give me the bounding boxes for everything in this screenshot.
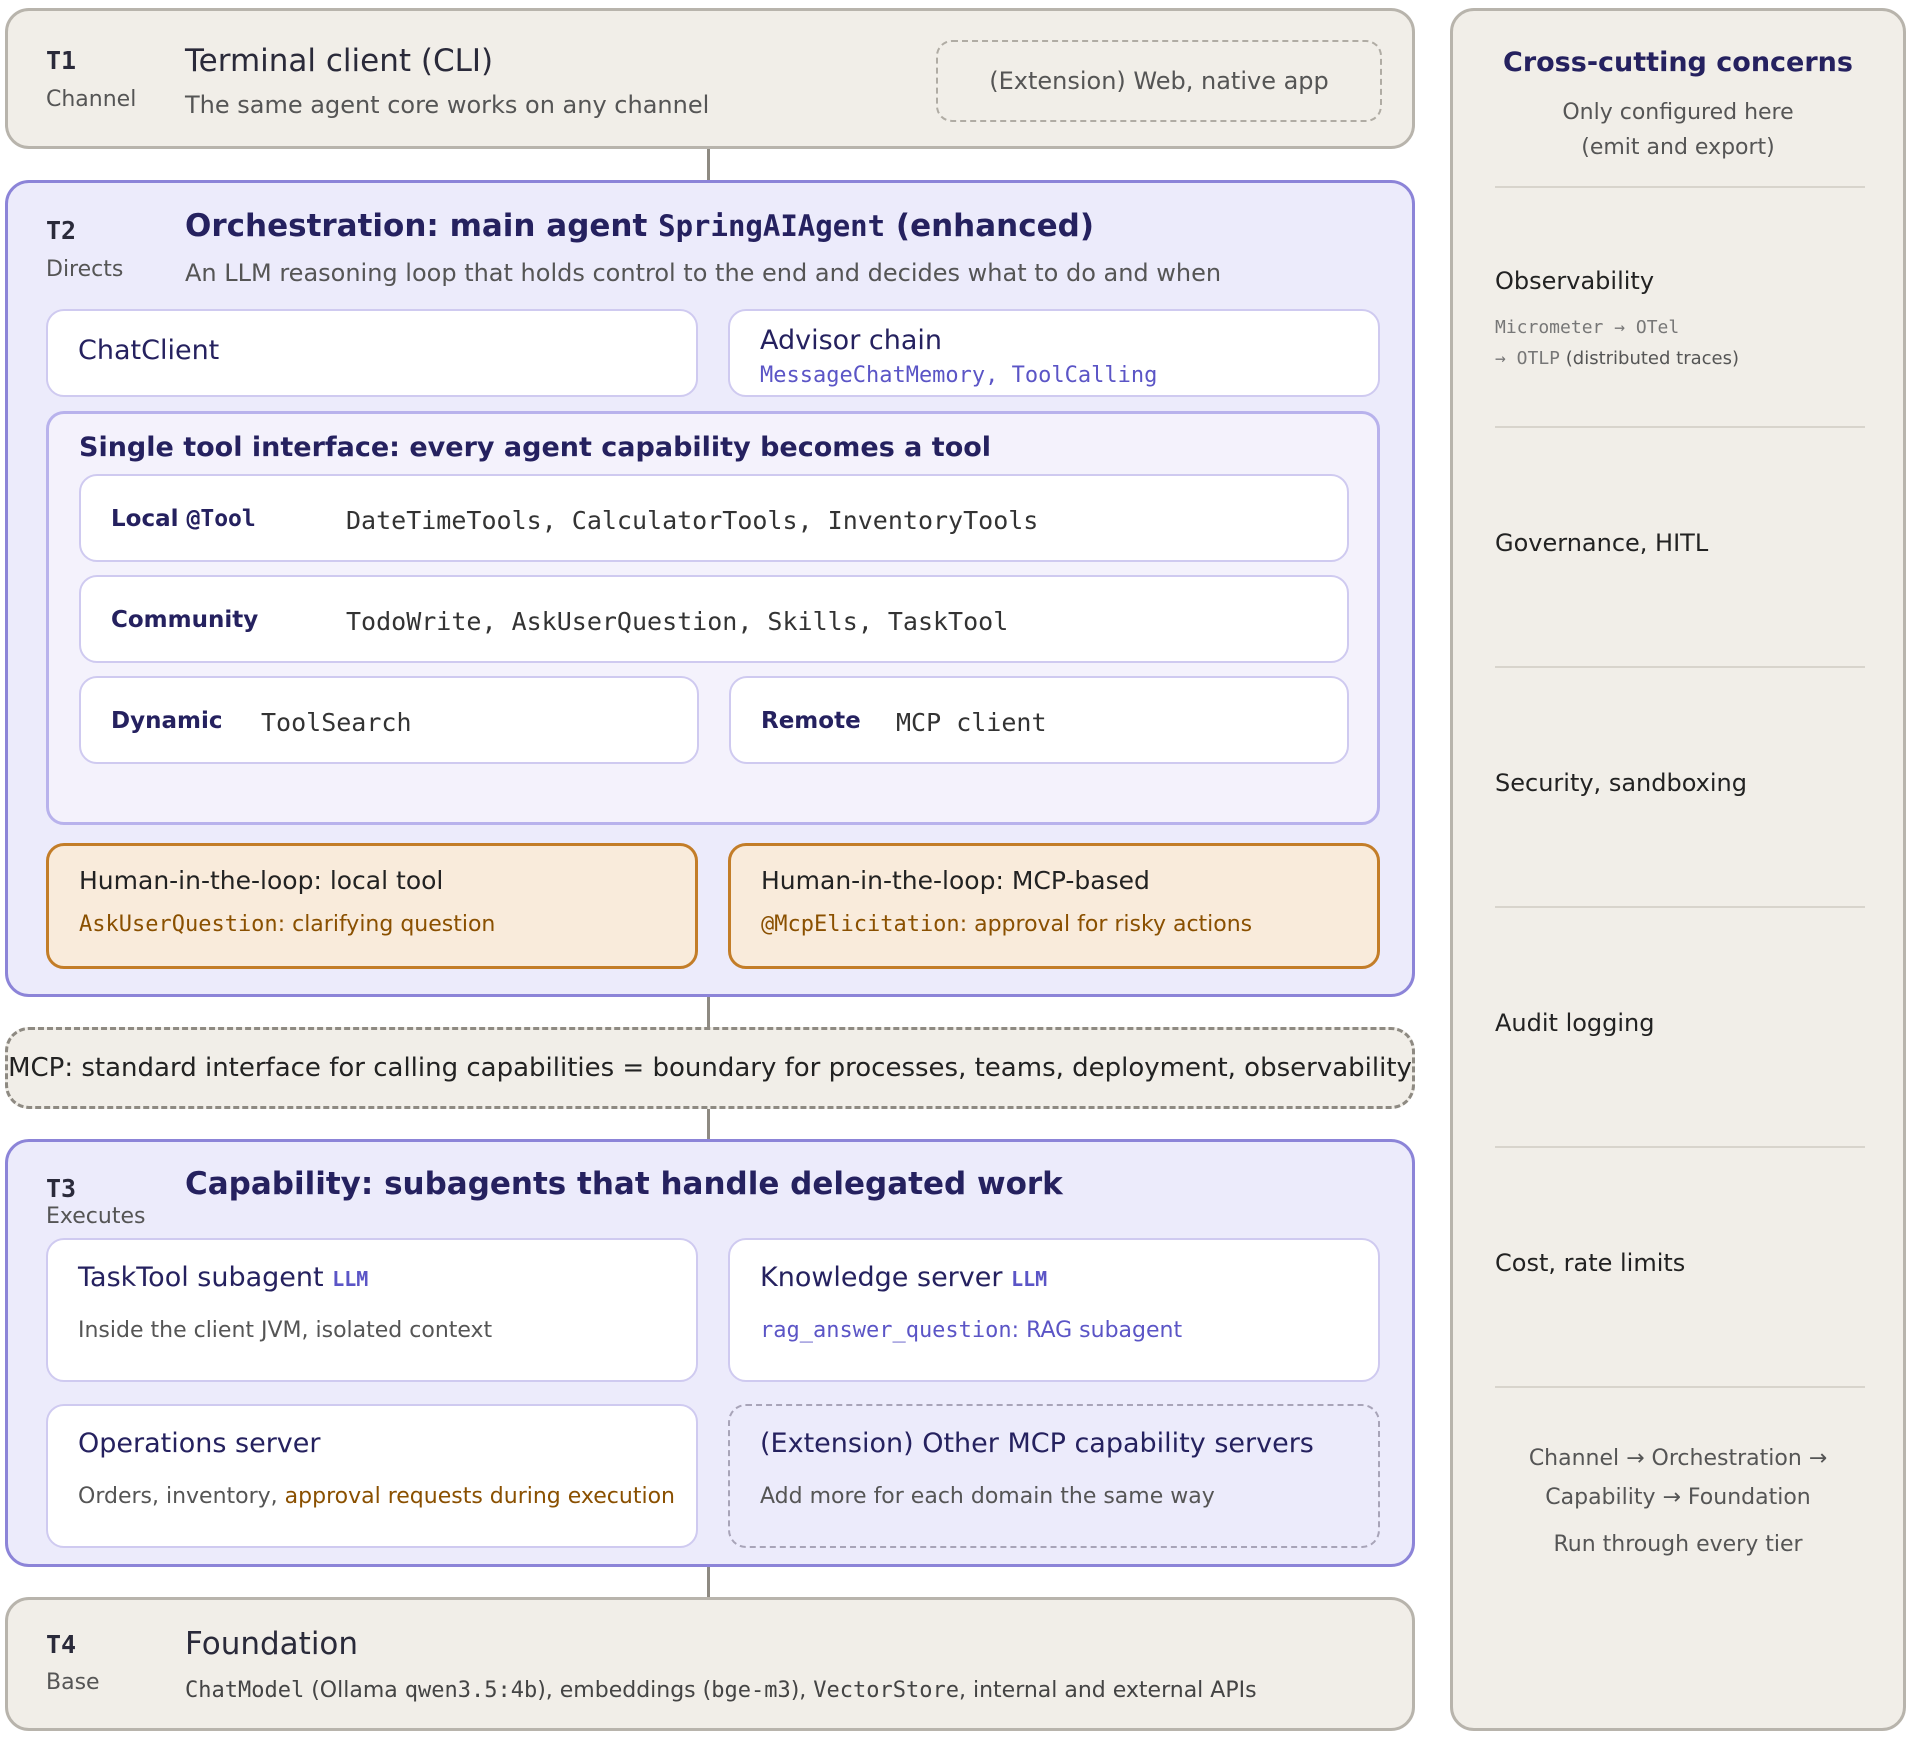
knowledge-title: Knowledge server LLM bbox=[760, 1262, 1048, 1293]
extension-box bbox=[936, 40, 1382, 122]
cross-cutting-panel bbox=[1450, 8, 1906, 1731]
advisor-chain-title: Advisor chain bbox=[760, 325, 942, 356]
advisor-chain-card bbox=[728, 309, 1380, 397]
tier-title: Orchestration: main agent SpringAIAgent (enhanced) bbox=[185, 208, 1094, 244]
llm-badge: LLM bbox=[1011, 1267, 1048, 1291]
mcp-boundary bbox=[5, 1027, 1415, 1109]
panel-footer: Channel → Orchestration → Capability → Foundation Run through every tier bbox=[1528, 1446, 1828, 1557]
connector-t1-t2 bbox=[707, 148, 710, 182]
connector-t2-mcp bbox=[707, 995, 710, 1029]
hitl-mcp-card bbox=[728, 843, 1380, 969]
hitl-local-title: Human-in-the-loop: local tool bbox=[79, 866, 444, 895]
llm-badge: LLM bbox=[332, 1267, 369, 1291]
connector-t3-t4 bbox=[707, 1565, 710, 1599]
concern-audit: Audit logging bbox=[1495, 1009, 1655, 1037]
tier-description: ChatModel (Ollama qwen3.5:4b), embeddings (bge-m3), VectorStore, internal and external APIs bbox=[185, 1678, 1257, 1703]
tool-row-value: MCP client bbox=[896, 708, 1047, 737]
ops-title: Operations server bbox=[78, 1428, 321, 1459]
tier-role: Channel bbox=[46, 87, 137, 112]
tier-t3-capability bbox=[5, 1139, 1415, 1567]
panel-subtitle: Only configured here (emit and export) bbox=[1562, 100, 1794, 160]
tasktool-subagent-card bbox=[46, 1238, 698, 1382]
concern-governance: Governance, HITL bbox=[1495, 529, 1709, 557]
tier-id: T4 bbox=[46, 1630, 77, 1659]
tool-interface-box bbox=[46, 411, 1380, 825]
hitl-mcp-title: Human-in-the-loop: MCP-based bbox=[761, 866, 1150, 895]
advisor-chain-code: MessageChatMemory, ToolCalling bbox=[760, 363, 1158, 388]
knowledge-server-card bbox=[728, 1238, 1380, 1382]
tool-row-remote bbox=[729, 676, 1349, 764]
tier-t4-foundation bbox=[5, 1597, 1415, 1731]
tool-row-label: Local @Tool bbox=[111, 506, 256, 532]
tasktool-desc: Inside the client JVM, isolated context bbox=[78, 1318, 493, 1343]
tier-id: T2 bbox=[46, 216, 77, 245]
tool-row-dynamic bbox=[79, 676, 699, 764]
ops-desc: Orders, inventory, approval requests during execution bbox=[78, 1484, 675, 1509]
tier-description: The same agent core works on any channel bbox=[185, 91, 710, 119]
mcp-boundary-label: MCP: standard interface for calling capabilities = boundary for processes, teams, deployment, observability bbox=[8, 1053, 1412, 1083]
tier-description: An LLM reasoning loop that holds control to the end and decides what to do and when bbox=[185, 259, 1222, 287]
tool-row-local bbox=[79, 474, 1349, 562]
concern-observability: Observability bbox=[1495, 267, 1655, 295]
connector-mcp-t3 bbox=[707, 1107, 710, 1141]
tool-row-value: ToolSearch bbox=[261, 708, 412, 737]
tier-id: T3 bbox=[46, 1174, 77, 1203]
tool-row-value: TodoWrite, AskUserQuestion, Skills, TaskTool bbox=[346, 607, 1009, 636]
tier-role: Base bbox=[46, 1670, 100, 1695]
tier-role: Directs bbox=[46, 257, 124, 282]
concern-security: Security, sandboxing bbox=[1495, 769, 1747, 797]
tier-title: Terminal client (CLI) bbox=[185, 43, 494, 79]
divider bbox=[1495, 1146, 1865, 1148]
chatclient-label: ChatClient bbox=[78, 335, 220, 366]
divider bbox=[1495, 186, 1865, 188]
divider bbox=[1495, 666, 1865, 668]
knowledge-desc: rag_answer_question: RAG subagent bbox=[760, 1318, 1183, 1343]
tier-id: T1 bbox=[46, 46, 77, 75]
tier-role: Executes bbox=[46, 1204, 146, 1229]
divider bbox=[1495, 906, 1865, 908]
panel-title: Cross-cutting concerns bbox=[1503, 47, 1853, 78]
tasktool-title: TaskTool subagent LLM bbox=[78, 1262, 369, 1293]
hitl-local-card bbox=[46, 843, 698, 969]
tool-row-label: Dynamic bbox=[111, 708, 223, 734]
tier-title: Foundation bbox=[185, 1626, 359, 1662]
tier-t2-orchestration bbox=[5, 180, 1415, 997]
divider bbox=[1495, 426, 1865, 428]
divider bbox=[1495, 1386, 1865, 1388]
hitl-local-detail: AskUserQuestion: clarifying question bbox=[79, 912, 496, 937]
ext-desc: Add more for each domain the same way bbox=[760, 1484, 1215, 1509]
concern-cost: Cost, rate limits bbox=[1495, 1249, 1686, 1277]
operations-server-card bbox=[46, 1404, 698, 1548]
hitl-mcp-detail: @McpElicitation: approval for risky actions bbox=[761, 912, 1253, 937]
observability-detail-1: Micrometer → OTel bbox=[1495, 317, 1680, 338]
tier-t1-channel bbox=[5, 8, 1415, 149]
tool-row-label: Remote bbox=[761, 708, 861, 734]
extension-servers-card bbox=[728, 1404, 1380, 1548]
tool-interface-title: Single tool interface: every agent capability becomes a tool bbox=[79, 432, 992, 463]
tool-row-label: Community bbox=[111, 607, 259, 633]
extension-label: (Extension) Web, native app bbox=[989, 67, 1329, 95]
ext-title: (Extension) Other MCP capability servers bbox=[760, 1428, 1314, 1459]
observability-detail-2: → OTLP (distributed traces) bbox=[1495, 348, 1740, 369]
tool-row-value: DateTimeTools, CalculatorTools, InventoryTools bbox=[346, 506, 1039, 535]
tool-row-community bbox=[79, 575, 1349, 663]
chatclient-card bbox=[46, 309, 698, 397]
tier-title: Capability: subagents that handle delegated work bbox=[185, 1166, 1063, 1202]
